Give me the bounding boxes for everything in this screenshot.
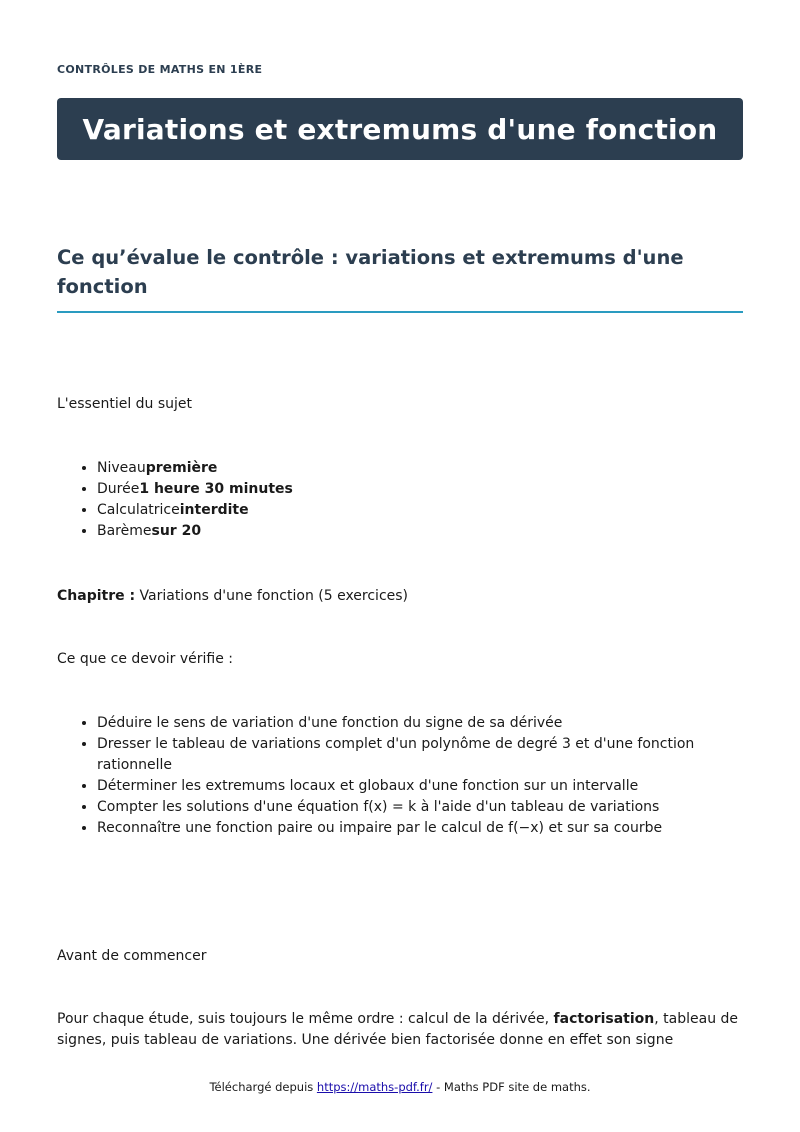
item-label: Durée	[97, 481, 140, 497]
page-title: Variations et extremums d'une fonction	[82, 112, 718, 146]
section-title: Ce qu’évalue le contrôle : variations et extremums d'une fonction	[57, 243, 743, 313]
item-label: Barème	[97, 523, 152, 539]
list-item	[97, 500, 743, 521]
before-bold: factorisation	[553, 1011, 655, 1027]
item-label: Niveau	[97, 460, 146, 476]
list-item: • Déduire le sens de variation d'une fonction du signe de sa dérivée	[97, 713, 743, 734]
before-text-end: , tableau de signes, puis tableau de variations. Une dérivée bien factorisée donne en effet son signe	[57, 1011, 739, 1048]
before-paragraph	[57, 1009, 743, 1051]
list-item	[97, 458, 743, 479]
chapter-line	[57, 586, 743, 607]
list-item: • Déterminer les extremums locaux et globaux d'une fonction sur un intervalle	[97, 776, 743, 797]
chapter-label: Chapitre :	[57, 588, 136, 604]
footer-link[interactable]: https://maths-pdf.fr/	[316, 1080, 433, 1094]
item-value: interdite	[179, 502, 249, 518]
item-value: sur 20	[151, 523, 202, 539]
list-item: • Compter les solutions d'une équation f(x) = k à l'aide d'un tableau de variations	[97, 797, 743, 818]
footer-prefix: Téléchargé depuis	[209, 1080, 317, 1094]
before-heading: Avant de commencer	[57, 948, 207, 964]
item-label: Calculatrice	[97, 502, 180, 518]
item-value: 1 heure 30 minutes	[139, 481, 293, 497]
checks-list	[57, 713, 743, 839]
list-item: • Dresser le tableau de variations complet d'un polynôme de degré 3 et d'une fonction rationnelle	[97, 734, 743, 776]
chapter-text: Variations d'une fonction (5 exercices)	[135, 588, 409, 604]
list-item	[97, 521, 743, 542]
footer-suffix: - Maths PDF site de maths.	[432, 1080, 591, 1094]
checks-heading: Ce que ce devoir vérifie :	[57, 651, 234, 667]
title-banner	[57, 98, 743, 160]
before-text-start: Pour chaque étude, suis toujours le même ordre : calcul de la dérivée,	[57, 1011, 554, 1027]
list-item	[97, 479, 743, 500]
document-kicker: CONTRÔLES DE MATHS EN 1ÈRE	[57, 63, 263, 76]
page-footer	[0, 1080, 800, 1094]
essentials-heading: L'essentiel du sujet	[57, 396, 193, 412]
essentials-list	[57, 458, 743, 542]
item-value: première	[145, 460, 218, 476]
list-item: • Reconnaître une fonction paire ou impaire par le calcul de f(−x) et sur sa courbe	[97, 818, 743, 839]
